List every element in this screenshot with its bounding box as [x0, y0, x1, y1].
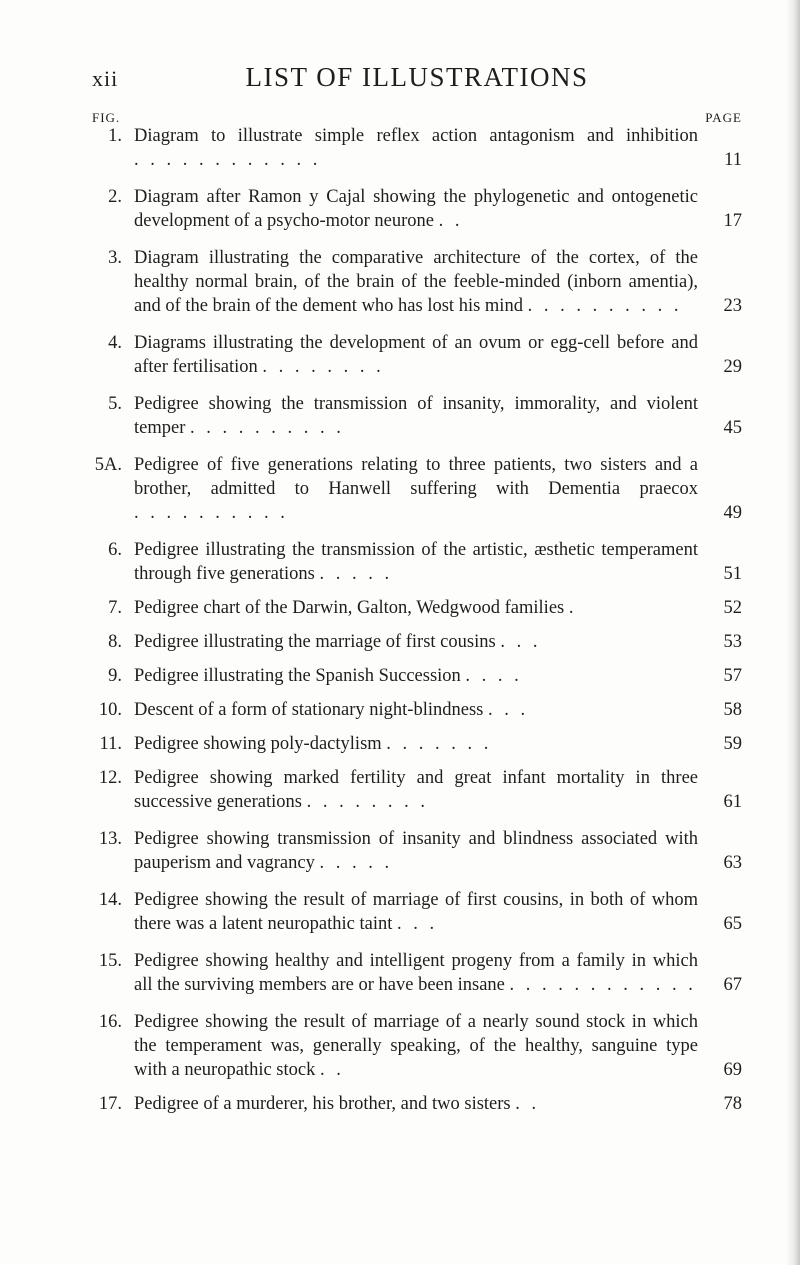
- figure-caption: Pedigree of five generations relating to three patients, two sisters and a brother, admitted to Hanwell suffering with Dementia praecox: [134, 455, 698, 499]
- figure-number: 5.: [108, 394, 122, 414]
- figure-caption: Diagram after Ramon y Cajal showing the phylogenetic and ontogenetic development of a psycho-motor neurone: [134, 187, 698, 231]
- list-item: 2. Diagram after Ramon y Cajal showing the phylogenetic and ontogenetic development of a psycho-motor neurone . . 17: [92, 185, 742, 233]
- figure-caption: Pedigree chart of the Darwin, Galton, Wedgwood families: [134, 598, 565, 618]
- figure-caption: Pedigree illustrating the Spanish Succession: [134, 666, 461, 686]
- figure-number: 12.: [98, 768, 122, 788]
- figure-caption: Pedigree of a murderer, his brother, and two sisters: [134, 1094, 511, 1114]
- figure-number: 3.: [108, 248, 122, 268]
- figure-number: 17.: [98, 1094, 122, 1114]
- figure-page: 58: [723, 700, 742, 720]
- figure-number: 5A.: [94, 455, 122, 475]
- figure-page: 59: [723, 734, 742, 754]
- figure-page: 57: [723, 666, 742, 686]
- figure-caption: Pedigree illustrating the transmission of the artistic, æsthetic temperament through five generations: [134, 540, 698, 584]
- list-item: 3. Diagram illustrating the comparative architecture of the cortex, of the healthy normal brain, of the brain of the feeble-minded (inborn amentia), and of the brain of the dement who has lost his mind . . . . . . . . . . 23: [92, 246, 742, 318]
- figure-number: 13.: [98, 829, 122, 849]
- figure-caption: Pedigree illustrating the marriage of first cousins: [134, 632, 496, 652]
- figure-number: 16.: [98, 1012, 122, 1032]
- figure-caption: Pedigree showing healthy and intelligent progeny from a family in which all the surviving members are or have been insane: [134, 951, 698, 995]
- figure-caption: Diagram illustrating the comparative architecture of the cortex, of the healthy normal brain, of the brain of the feeble-minded (inborn amentia), and of the brain of the dement who has lost his mind: [134, 248, 698, 316]
- figure-number: 4.: [108, 333, 122, 353]
- list-item: 5A. Pedigree of five generations relating to three patients, two sisters and a brother, admitted to Hanwell suffering with Dementia praecox . . . . . . . . . . 49: [92, 453, 742, 525]
- list-item: 9. Pedigree illustrating the Spanish Succession . . . . 57: [92, 664, 742, 688]
- list-item: 7. Pedigree chart of the Darwin, Galton, Wedgwood families . 52: [92, 596, 742, 620]
- list-item: 15. Pedigree showing healthy and intelligent progeny from a family in which all the surviving members are or have been insane . . . . . . . . . . . . 67: [92, 949, 742, 997]
- figure-caption: Pedigree showing the result of marriage of a nearly sound stock in which the temperament was, generally speaking, of the healthy, sanguine type with a neuropathic stock: [134, 1012, 698, 1080]
- figure-page: 29: [723, 357, 742, 377]
- figure-page: 49: [723, 503, 742, 523]
- page-spine-shadow: [786, 0, 800, 1265]
- page-header: [92, 62, 742, 96]
- page-column-label: PAGE: [705, 110, 742, 125]
- figure-caption: Diagram to illustrate simple reflex action antagonism and inhibition: [134, 126, 698, 146]
- figure-page: 45: [723, 418, 742, 438]
- list-item: 1. Diagram to illustrate simple reflex action antagonism and inhibition . . . . . . . . . . . . 11: [92, 124, 742, 172]
- figure-number: 10.: [98, 700, 122, 720]
- figure-caption: Pedigree showing transmission of insanity and blindness associated with pauperism and vagrancy: [134, 829, 698, 873]
- figure-number: 15.: [98, 951, 122, 971]
- list-item: 11. Pedigree showing poly-dactylism . . . . . . . 59: [92, 732, 742, 756]
- figure-caption: Pedigree showing the transmission of insanity, immorality, and violent temper: [134, 394, 698, 438]
- figure-page: 53: [723, 632, 742, 652]
- figure-number: 2.: [108, 187, 122, 207]
- list-item: 10. Descent of a form of stationary night-blindness . . . 58: [92, 698, 742, 722]
- figure-number: 7.: [108, 598, 122, 618]
- list-item: 14. Pedigree showing the result of marriage of first cousins, in both of whom there was a latent neuropathic taint . . . 65: [92, 888, 742, 936]
- list-item: 13. Pedigree showing transmission of insanity and blindness associated with pauperism and vagrancy . . . . . 63: [92, 827, 742, 875]
- list-item: 5. Pedigree showing the transmission of insanity, immorality, and violent temper . . . . . . . . . . 45: [92, 392, 742, 440]
- figure-number: 11.: [99, 734, 122, 754]
- list-item: 4. Diagrams illustrating the development of an ovum or egg-cell before and after fertilisation . . . . . . . . 29: [92, 331, 742, 379]
- list-item: 6. Pedigree illustrating the transmission of the artistic, æsthetic temperament through five generations . . . . . 51: [92, 538, 742, 586]
- figure-page: 23: [723, 296, 742, 316]
- figure-page: 78: [723, 1094, 742, 1114]
- figure-page: 67: [723, 975, 742, 995]
- figure-caption: Descent of a form of stationary night-blindness: [134, 700, 484, 720]
- illustrations-list: [92, 124, 742, 1116]
- figure-caption: Pedigree showing the result of marriage of first cousins, in both of whom there was a latent neuropathic taint: [134, 890, 698, 934]
- list-item: 16. Pedigree showing the result of marriage of a nearly sound stock in which the temperament was, generally speaking, of the healthy, sanguine type with a neuropathic stock . . 69: [92, 1010, 742, 1082]
- list-item: 8. Pedigree illustrating the marriage of first cousins . . . 53: [92, 630, 742, 654]
- figure-number: 9.: [108, 666, 122, 686]
- fig-column-label: FIG.: [92, 110, 121, 125]
- figure-page: 65: [723, 914, 742, 934]
- figure-number: 1.: [108, 126, 122, 146]
- figure-page: 51: [723, 564, 742, 584]
- figure-page: 17: [723, 211, 742, 231]
- figure-number: 8.: [108, 632, 122, 652]
- list-item: 17. Pedigree of a murderer, his brother, and two sisters . . 78: [92, 1092, 742, 1116]
- figure-page: 61: [723, 792, 742, 812]
- page-number: xii: [92, 66, 119, 91]
- figure-page: 11: [724, 150, 742, 170]
- figure-caption: Diagrams illustrating the development of an ovum or egg-cell before and after fertilisation: [134, 333, 698, 377]
- list-item: 12. Pedigree showing marked fertility and great infant mortality in three successive generations . . . . . . . . 61: [92, 766, 742, 814]
- figure-page: 52: [723, 598, 742, 618]
- figure-page: 69: [723, 1060, 742, 1080]
- figure-page: 63: [723, 853, 742, 873]
- figure-number: 6.: [108, 540, 122, 560]
- figure-caption: Pedigree showing marked fertility and great infant mortality in three successive generations: [134, 768, 698, 812]
- figure-caption: Pedigree showing poly-dactylism: [134, 734, 382, 754]
- figure-number: 14.: [98, 890, 122, 910]
- running-head-title: LIST OF ILLUSTRATIONS: [245, 62, 589, 92]
